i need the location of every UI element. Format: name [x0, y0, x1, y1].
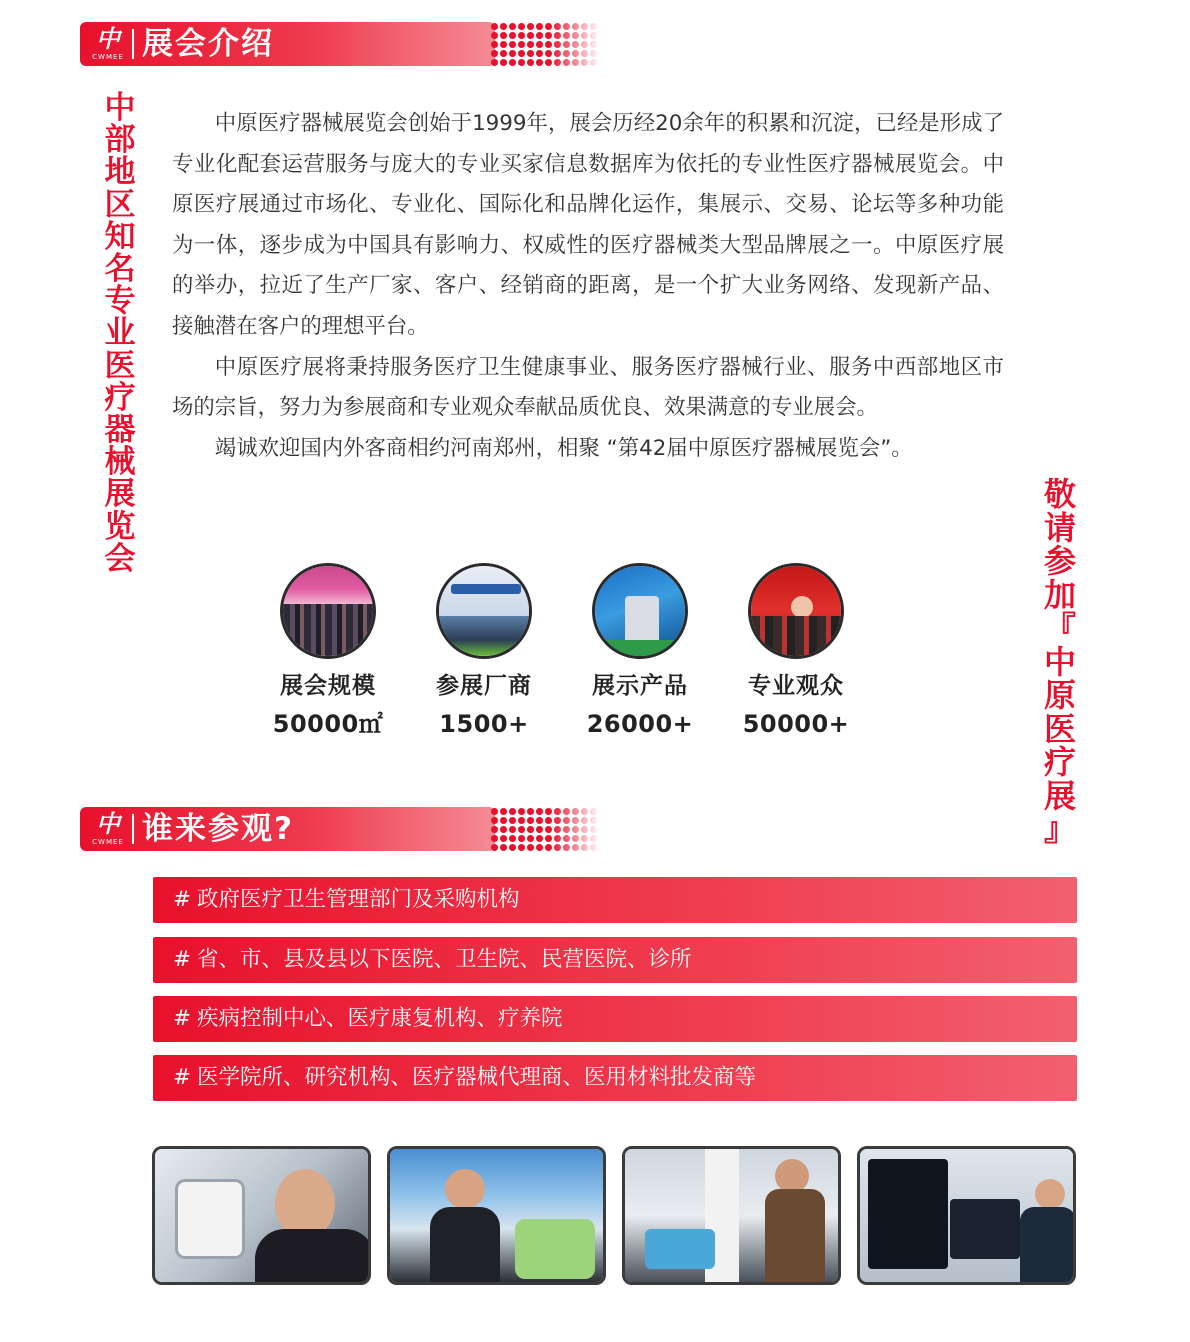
header-dot-pattern — [490, 22, 600, 66]
stat-value: 50000㎡ — [272, 710, 384, 738]
left-title-char: 知 — [104, 218, 136, 255]
dental-booth-photo — [387, 1146, 606, 1285]
audience-text: 疾病控制中心、医疗康复机构、疗养院 — [197, 1006, 563, 1031]
right-title-char: 原 — [1043, 676, 1076, 714]
right-title-char: 』 — [1043, 810, 1076, 848]
left-title-char: 览 — [104, 508, 136, 545]
left-title-char: 会 — [104, 540, 136, 577]
intro-paragraph: 中原医疗器械展览会创始于1999年，展会历经20余年的积累和沉淀，已经是形成了专业化配套运营服务与庞大的专业买家信息数据库为依托的专业性医疗器械展览会。中原医疗展通过市场化、专业化、国际化和品牌化运作，集展示、交易、论坛等多种功能为一体，逐步成为中国具有影响力、权威性的医疗器械类大型品牌展之一。中原医疗展的举办，拉近了生产厂家、客户、经销商的距离，是一个扩大业务网络、发现新产品、接触潜在客户的理想平台。 — [172, 111, 1004, 339]
header-divider — [132, 814, 134, 844]
right-title-char: 参 — [1043, 542, 1076, 580]
section-title: 展会介绍 — [142, 26, 274, 62]
stat-label: 参展厂商 — [436, 673, 532, 699]
right-title-char: 疗 — [1043, 743, 1076, 781]
logo-mark: 中 — [96, 809, 120, 838]
stat-value: 26000+ — [586, 710, 694, 738]
left-vertical-title — [102, 92, 138, 575]
hash-icon: # — [173, 1065, 192, 1090]
logo-brand: CWMEE — [92, 53, 124, 61]
cwmee-logo — [88, 810, 128, 848]
booth-photo — [436, 563, 532, 659]
audience-text: 政府医疗卫生管理部门及采购机构 — [197, 887, 520, 912]
audience-text: 医学院所、研究机构、医疗器械代理商、医用材料批发商等 — [197, 1065, 757, 1090]
header-dot-pattern — [490, 807, 600, 851]
stat-value: 1500+ — [439, 710, 529, 738]
right-title-char: 敬 — [1043, 475, 1076, 513]
right-title-char: 展 — [1043, 776, 1076, 815]
stat-scale — [253, 563, 403, 741]
logo-mark: 中 — [96, 24, 120, 53]
right-title-char: 医 — [1043, 709, 1076, 748]
section-header-visitors — [80, 807, 600, 851]
right-title-char: 加 — [1043, 575, 1076, 614]
stat-products — [565, 563, 715, 741]
left-title-char: 名 — [104, 251, 136, 288]
hash-icon: # — [173, 887, 192, 912]
left-title-char: 业 — [104, 315, 136, 352]
microscope-photo — [152, 1146, 371, 1285]
right-title-char: 中 — [1043, 642, 1076, 681]
audience-item — [153, 937, 1077, 983]
intro-paragraph: 中原医疗展将秉持服务医疗卫生健康事业、服务医疗器械行业、服务中西部地区市场的宗旨，努力为参展商和专业观众奉献品质优良、效果满意的专业展会。 — [172, 354, 1004, 421]
left-title-char: 中 — [104, 90, 136, 126]
left-title-char: 医 — [104, 347, 136, 384]
left-title-char: 器 — [104, 412, 136, 449]
stat-label: 展会规模 — [280, 673, 376, 699]
left-title-char: 专 — [104, 283, 136, 320]
right-vertical-title — [1040, 475, 1080, 848]
stat-value: 50000+ — [742, 710, 850, 738]
cwmee-logo — [88, 25, 128, 63]
expo-hall-photo — [280, 563, 376, 659]
header-divider — [132, 29, 134, 59]
right-title-char: 『 — [1043, 609, 1076, 647]
intro-paragraph: 竭诚欢迎国内外客商相约河南郑州，相聚 “第42届中原医疗器械展览会”。 — [214, 435, 913, 461]
hash-icon: # — [173, 1006, 192, 1031]
logo-brand: CWMEE — [92, 838, 124, 846]
left-title-char: 械 — [104, 444, 136, 481]
left-title-char: 疗 — [104, 379, 136, 416]
audience-text: 省、市、县及县以下医院、卫生院、民营医院、诊所 — [197, 947, 692, 972]
section-title: 谁来参观? — [142, 811, 294, 847]
stat-visitors — [721, 563, 871, 741]
stat-label: 展示产品 — [592, 673, 688, 699]
product-photo — [592, 563, 688, 659]
audience-item — [153, 1055, 1077, 1101]
imaging-workstation-photo — [857, 1146, 1076, 1285]
section-header-intro — [80, 22, 600, 66]
biotech-booth-photo — [622, 1146, 841, 1285]
stat-exhibitors — [409, 563, 559, 741]
left-title-char: 部 — [104, 122, 136, 159]
stats-row — [250, 563, 910, 753]
left-title-char: 区 — [104, 186, 136, 223]
audience-item — [153, 996, 1077, 1042]
left-title-char: 地 — [104, 154, 136, 191]
photo-strip — [152, 1146, 1078, 1286]
visitor-photo — [748, 563, 844, 659]
left-title-char: 展 — [104, 476, 136, 513]
intro-text — [172, 104, 1004, 469]
stat-label: 专业观众 — [748, 673, 844, 699]
right-title-char: 请 — [1043, 508, 1076, 547]
hash-icon: # — [173, 947, 192, 972]
audience-item — [153, 877, 1077, 923]
